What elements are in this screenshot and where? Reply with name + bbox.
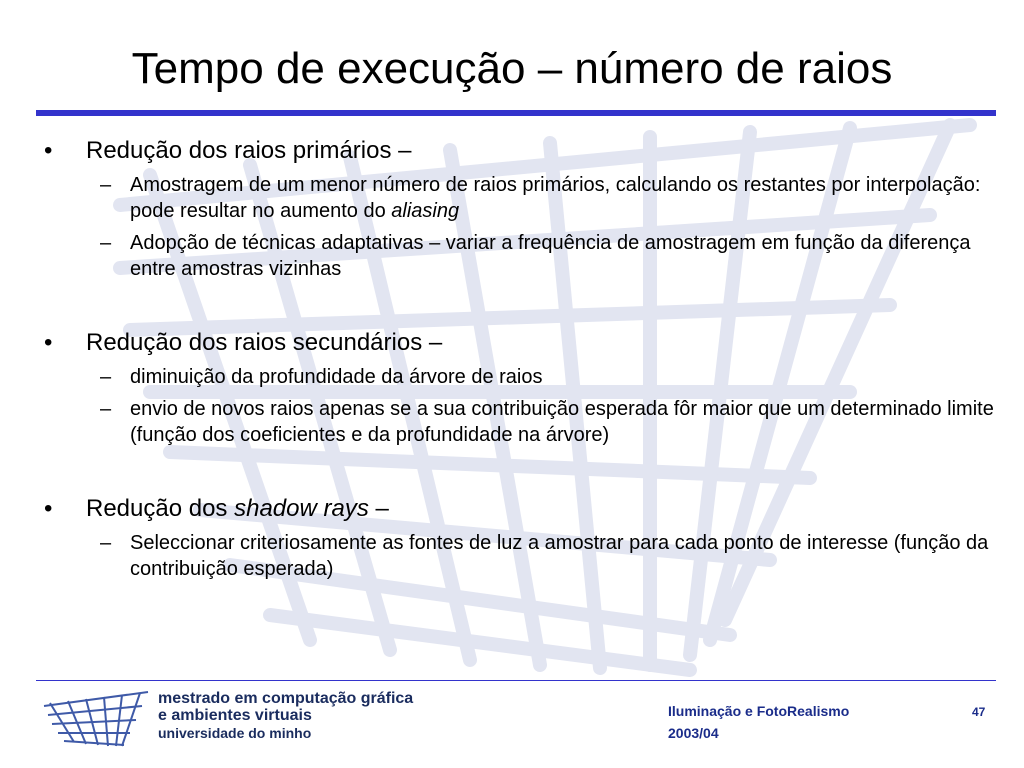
dash-marker: –	[100, 366, 112, 388]
sub-bullet-text: Amostragem de um menor número de raios primários, calculando os restantes por interpolação: pode resultar no aumento do	[130, 174, 981, 222]
dash-marker: –	[100, 174, 112, 196]
academic-year: 2003/04	[668, 725, 719, 741]
emphasis-text: shadow rays	[234, 495, 369, 522]
bullet-text: Redução dos raios primários –	[86, 137, 412, 164]
title-divider	[36, 110, 996, 116]
page-number: 47	[972, 705, 986, 719]
sub-bullet-text: envio de novos raios apenas se a sua contribuição esperada fôr maior que um determinado limite (função dos coeficientes e da profundidade na árvore)	[130, 398, 994, 446]
sub-bullet-text: Seleccionar criteriosamente as fontes de luz a amostrar para cada ponto de interesse (função da contribuição esperada)	[130, 532, 989, 580]
emphasis-text: aliasing	[391, 200, 460, 222]
page-title: Tempo de execução – número de raios	[131, 44, 893, 93]
dash-marker: –	[100, 232, 112, 254]
spacer	[44, 454, 994, 494]
sub-bullet-text: Adopção de técnicas adaptativas – variar a frequência de amostragem em função da diferença entre amostras vizinhas	[130, 232, 971, 280]
bullet-secondary-rays	[44, 328, 994, 358]
sub-bullet	[44, 172, 994, 224]
bullet-marker: •	[44, 495, 53, 522]
dash-marker: –	[100, 398, 112, 420]
dash-marker: –	[100, 532, 112, 554]
grid-logo-icon	[40, 686, 152, 750]
bullet-marker: •	[44, 329, 53, 356]
sub-bullet-text: diminuição da profundidade da árvore de raios	[130, 366, 543, 388]
logo-line: e ambientes virtuais	[158, 707, 312, 724]
spacer	[44, 288, 994, 328]
slide-content	[44, 136, 994, 588]
bullet-marker: •	[44, 137, 53, 164]
bullet-shadow-rays	[44, 494, 994, 524]
sub-bullet	[44, 530, 994, 582]
course-title: Iluminação e FotoRealismo	[668, 703, 850, 719]
sub-bullet	[44, 396, 994, 448]
bullet-text: Redução dos	[86, 495, 235, 522]
sub-bullet	[44, 230, 994, 282]
logo-line: universidade do minho	[158, 725, 312, 741]
logo-line: mestrado em computação gráfica	[158, 690, 414, 707]
bullet-primary-rays	[44, 136, 994, 166]
footer-divider	[36, 680, 996, 681]
institution-logo-text	[158, 690, 413, 742]
bullet-text: Redução dos raios secundários –	[86, 329, 443, 356]
sub-bullet	[44, 364, 994, 390]
bullet-text-suffix: –	[368, 495, 389, 522]
